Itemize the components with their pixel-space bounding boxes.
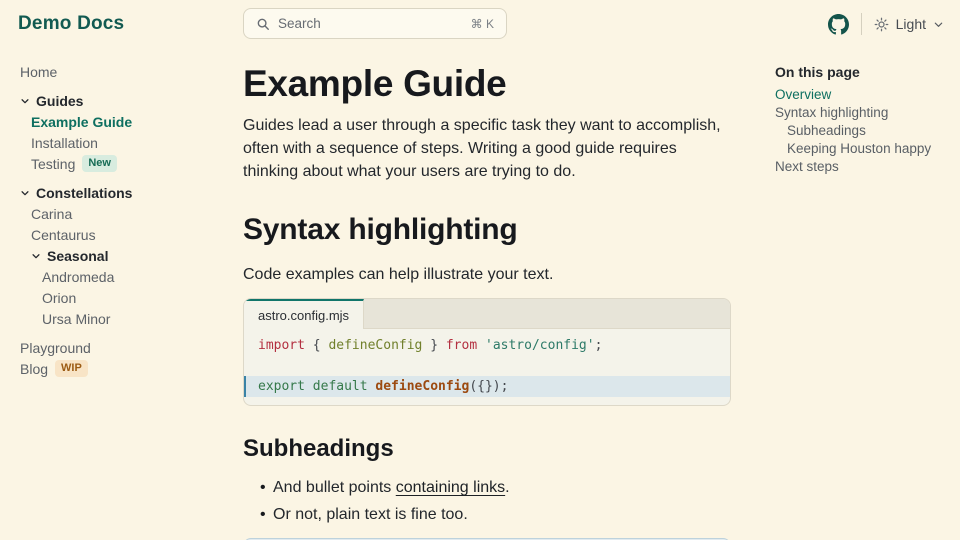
code-block	[243, 298, 731, 406]
code-token: export default	[258, 379, 376, 394]
list-item	[243, 503, 731, 526]
heading-syntax-highlighting: Syntax highlighting	[243, 213, 518, 246]
code-token: defineConfig	[328, 338, 423, 353]
sidebar-item-ursa-minor[interactable]: Ursa Minor	[42, 310, 111, 327]
code-line-highlighted	[244, 376, 730, 397]
bullet-text: And bullet points	[273, 479, 396, 496]
code-token: {	[304, 338, 329, 353]
chevron-down-icon	[20, 96, 30, 106]
sun-icon	[874, 17, 889, 32]
syntax-paragraph: Code examples can help illustrate your text.	[243, 266, 554, 283]
sidebar-group-guides-toggle[interactable]	[20, 90, 232, 111]
sidebar-item-home[interactable]: Home	[20, 63, 58, 80]
main-content	[243, 48, 731, 540]
search-shortcut: ⌘ K	[470, 16, 494, 31]
sidebar-item-orion[interactable]: Orion	[42, 289, 77, 306]
code-token: import	[258, 338, 305, 353]
bullet-text: .	[505, 479, 510, 496]
chevron-down-icon	[31, 251, 41, 261]
code-tab-bar	[244, 299, 730, 329]
site-header	[0, 0, 960, 48]
toc-item-subheadings[interactable]: Subheadings	[787, 122, 866, 138]
on-this-page-panel	[775, 48, 955, 175]
sidebar-item-installation[interactable]: Installation	[31, 134, 98, 151]
sidebar-item-blog[interactable]	[20, 358, 232, 379]
new-badge: New	[82, 155, 117, 172]
sidebar-group-seasonal-toggle[interactable]	[20, 245, 232, 266]
chevron-down-icon	[20, 188, 30, 198]
theme-select-value: Light	[895, 16, 926, 32]
sidebar-group-constellations-toggle[interactable]	[20, 182, 232, 203]
intro-paragraph: Guides lead a user through a specific task they want to accomplish, often with a sequence of steps. Writing a good guide requires thinking about what your users are trying to do.	[243, 117, 721, 180]
heading-subheadings: Subheadings	[243, 435, 394, 462]
toc-title: On this page	[775, 63, 860, 80]
code-tab-astro-config[interactable]	[244, 299, 364, 329]
page-title: Example Guide	[243, 63, 507, 104]
code-token: ;	[594, 338, 603, 353]
sidebar-group-guides	[20, 90, 232, 174]
sidebar-nav	[0, 48, 232, 540]
code-token: defineConfig	[375, 379, 470, 394]
code-line-2	[244, 356, 730, 376]
code-token: }	[422, 338, 446, 353]
chevron-down-icon	[933, 19, 944, 30]
sidebar-item-playground[interactable]: Playground	[20, 339, 91, 356]
sidebar-item-centaurus[interactable]: Centaurus	[31, 226, 96, 243]
toc-item-keeping-houston-happy[interactable]: Keeping Houston happy	[787, 140, 932, 156]
sidebar-group-label: Guides	[36, 92, 84, 109]
list-item	[243, 476, 731, 499]
sidebar-item-example-guide[interactable]: Example Guide	[31, 113, 133, 130]
code-tab-label: astro.config.mjs	[258, 307, 350, 323]
sidebar-item-andromeda[interactable]: Andromeda	[42, 268, 115, 285]
sidebar-item-label: Testing	[31, 155, 76, 172]
code-token: from	[445, 338, 478, 353]
code-token: 'astro/config'	[477, 338, 595, 353]
toc-item-next-steps[interactable]: Next steps	[775, 158, 839, 174]
toc-item-overview[interactable]: Overview	[775, 86, 832, 102]
site-logo[interactable]: Demo Docs	[18, 13, 125, 34]
sidebar-item-testing[interactable]	[20, 153, 232, 174]
github-link[interactable]	[828, 14, 849, 35]
bullet-list	[243, 476, 731, 526]
search-icon	[256, 17, 270, 31]
sidebar-group-seasonal	[20, 245, 232, 329]
sidebar-group-constellations	[20, 182, 232, 329]
sidebar-item-label: Blog	[20, 360, 49, 377]
header-divider	[861, 13, 862, 35]
sidebar-item-carina[interactable]: Carina	[31, 205, 73, 222]
sidebar-group-label: Constellations	[36, 184, 133, 201]
code-token: ({});	[469, 379, 509, 394]
search-input[interactable]	[243, 8, 507, 39]
sidebar-group-label: Seasonal	[47, 247, 109, 264]
bullet-text: Or not, plain text is fine too.	[273, 506, 468, 523]
search-placeholder: Search	[278, 16, 321, 31]
github-icon	[828, 14, 849, 35]
toc-item-syntax-highlighting[interactable]: Syntax highlighting	[775, 104, 889, 120]
wip-badge: WIP	[55, 360, 88, 377]
theme-select[interactable]	[874, 16, 944, 32]
containing-links-link[interactable]: containing links	[395, 479, 506, 496]
code-line-1	[244, 335, 730, 356]
code-body	[244, 329, 730, 405]
